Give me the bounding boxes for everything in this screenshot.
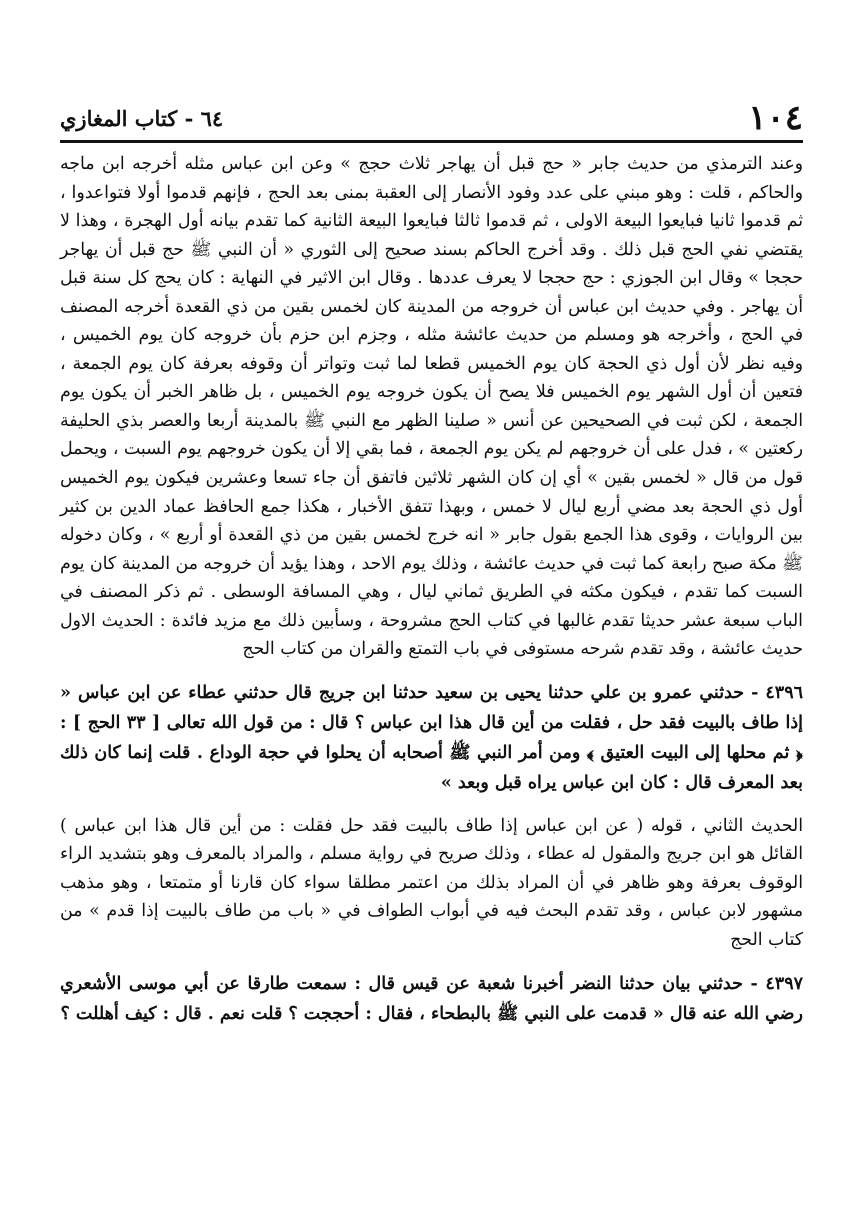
hadith-4396: ٤٣٩٦ - حدثني عمرو بن علي حدثنا يحيى بن سعيد حدثنا ابن جريج قال حدثني عطاء عن ابن عباس « إذا طاف بالبيت فقد حل ، فقلت من أين قال هذا ابن عباس ؟ قال : من قول الله تعالى [ ٣٣ الحج ] : ﴿ ثم محلها إلى البيت العتيق ﴾ ومن أمر النبي ﷺ أصحابه أن يحلوا في حجة الوداع . قلت إنما كان ذلك بعد المعرف قال : كان ابن عباس يراه قبل وبعد » — [60, 682, 803, 793]
page-header — [60, 92, 803, 144]
header-rule — [60, 140, 803, 143]
page-body — [60, 150, 803, 1029]
commentary-paragraph: وعند الترمذي من حديث جابر « حج قبل أن يهاجر ثلاث حجج » وعن ابن عباس مثله أخرجه ابن ماجه والحاكم ، قلت : وهو مبني على عدد وفود الأنصار إلى العقبة بمنى بعد الحج ، فإنهم قدموا أولا فتواعدوا ، ثم قدموا ثانيا فبايعوا البيعة الاولى ، ثم قدموا ثالثا فبايعوا البيعة الثانية كما تقدم بيانه أول الهجرة ، وهذا لا يقتضي نفي الحج قبل ذلك . وقد أخرج الحاكم بسند صحيح إلى الثوري « أن النبي ﷺ حج قبل أن يهاجر حججا » وقال ابن الجوزي : حج حججا لا يعرف عددها . وقال ابن الاثير في النهاية : كان يحج كل سنة قبل أن يهاجر . وفي حديث ابن عباس أن خروجه من المدينة كان لخمس بقين من ذي القعدة أخرجه المصنف في الحج ، وأخرجه هو ومسلم من حديث عائشة مثله ، وجزم ابن حزم بأن خروجه كان يوم الخميس ، وفيه نظر لأن أول ذي الحجة كان يوم الخميس قطعا لما ثبت وتواتر أن وقوفه بعرفة كان يوم الجمعة ، فتعين أن أول الشهر يوم الخميس فلا يصح أن يكون خروجه يوم الخميس ، بل ظاهر الخبر أن يكون يوم الجمعة ، لكن ثبت في الصحيحين عن أنس « صلينا الظهر مع النبي ﷺ بالمدينة أربعا والعصر بذي الحليفة ركعتين » ، فدل على أن خروجهم لم يكن يوم الجمعة ، فما بقي إلا أن يكون خروجهم يوم السبت ، ويحمل قول من قال « لخمس بقين » أي إن كان الشهر ثلاثين فاتفق أن جاء تسعا وعشرين فيكون يوم الخميس أول ذي الحجة بعد مضي أربع ليال لا خمس ، وبهذا تتفق الأخبار ، هكذا جمع الحافظ عماد الدين بن كثير بين الروايات ، وقوى هذا الجمع بقول جابر « انه خرج لخمس بقين من ذي القعدة أو أربع » ، وكان دخوله ﷺ مكة صبح رابعة كما ثبت في حديث عائشة ، وذلك يوم الاحد ، وهذا يؤيد أن خروجه من المدينة كان يوم السبت كما تقدم ، فيكون مكثه في الطريق ثماني ليال ، وهي المسافة الوسطى . ثم ذكر المصنف في الباب سبعة عشر حديثا تقدم غالبها في كتاب الحج مشروحة ، وسأبين ذلك مع مزيد فائدة : الحديث الاول حديث عائشة ، وقد تقدم شرحه مستوفى في باب التمتع والقران من كتاب الحج — [59, 154, 803, 660]
page-number: ١٠٤ — [748, 98, 803, 138]
running-title: ٦٤ - كتاب المغازي — [60, 105, 224, 131]
commentary-paragraph: الحديث الثاني ، قوله ( عن ابن عباس إذا طاف بالبيت فقد حل فقلت : من أين قال هذا ابن عباس ) القائل هو ابن جريج والمقول له عطاء ، وذلك صريح في رواية مسلم ، والمراد بالمعرف وهو بتشديد الراء الوقوف بعرفة وهو ظاهر في أن المراد بذلك من اعتمر مطلقا سواء كان قارنا أو متمتعا ، وهو مذهب مشهور لابن عباس ، وقد تقدم البحث فيه في أبواب الطواف في « باب من طاف بالبيت إذا قدم » من كتاب الحج — [60, 815, 803, 951]
hadith-4397: ٤٣٩٧ - حدثني بيان حدثنا النضر أخبرنا شعبة عن قيس قال : سمعت طارقا عن أبي موسى الأشعري رضي الله عنه قال « قدمت على النبي ﷺ بالبطحاء ، فقال : أحججت ؟ قلت نعم . قال : كيف أهللت ؟ — [60, 973, 803, 1024]
